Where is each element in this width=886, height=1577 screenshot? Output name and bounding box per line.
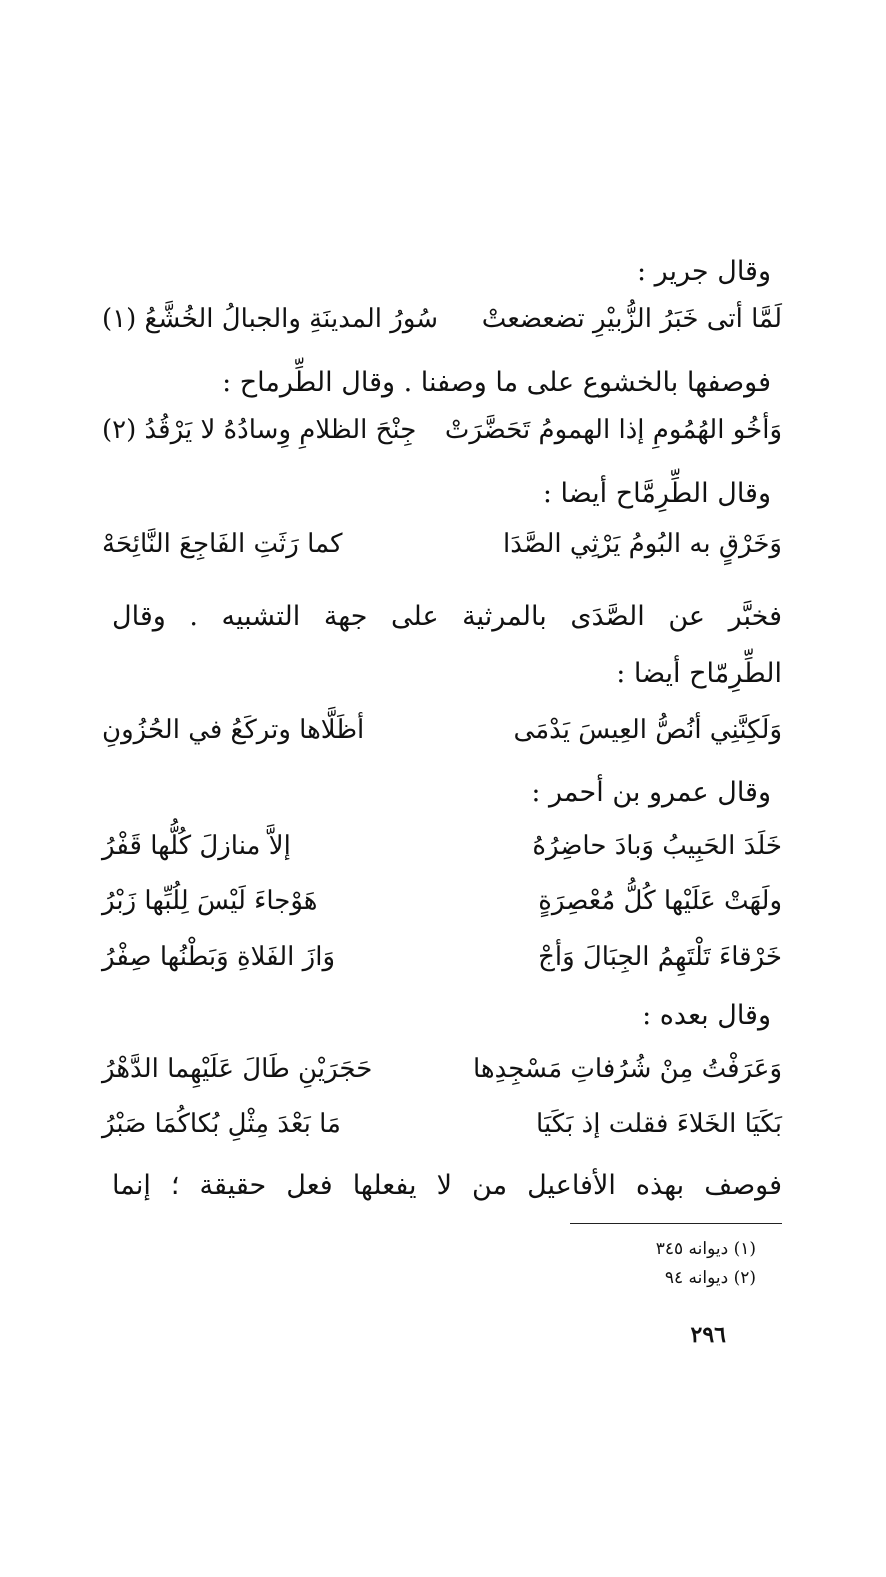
verse-first-hemistich: بَكَيَا الخَلاءَ فقلت إذ بَكَيَا [536,1109,782,1139]
footnote: (٢) ديوانه ٩٤ [664,1268,756,1288]
verse-second-hemistich: سُورُ المدينَةِ والجبالُ الخُشَّعُ (١) [102,304,439,334]
verse-line [102,881,782,921]
verse-first-hemistich: وَلَكِنَّنِي أنُصُّ العِيسَ يَدْمَى [513,715,782,745]
verse-second-hemistich: أظَلَّاها وتركَعُ في الحُزُونِ [102,715,365,745]
verse-line [102,1049,782,1089]
verse-line [102,710,782,750]
verse-second-hemistich: وَازَ الفَلاةِ وَبَطْنُها صِفْرُ [102,942,336,972]
verse-first-hemistich: وَخَرْقٍ به البُومُ يَرْثِي الصَّدَا [503,529,782,559]
verse-second-hemistich: إلاَّ منازلَ كُلُّها قَفْرُ [102,831,291,861]
verse-first-hemistich: ولَهَتْ عَلَيْها كُلُّ مُعْصِرَةٍ [538,886,782,916]
footnote: (١) ديوانه ٣٤٥ [655,1239,756,1259]
prose-line: وقال الطِّرِمَّاح أيضا : [542,478,771,509]
verse-second-hemistich: كما رَثَتِ الفَاجِعَ النَّائِحَهْ [102,529,343,559]
verse-first-hemistich: لَمَّا أتى خَبَرُ الزُّبيْرِ تضعضعتْ [481,304,782,334]
prose-line: فخبَّر عن الصَّدَى بالمرثية على جهة التشبيه . وقال [112,601,782,632]
verse-first-hemistich: خَلَدَ الحَبِيبُ وَبادَ حاضِرُهُ [532,831,782,861]
prose-line: وقال بعده : [642,1000,771,1031]
footnote-divider [570,1223,782,1224]
verse-line [102,299,782,339]
prose-line: الطِّرِمّاح أيضا : [616,658,782,689]
verse-line [102,937,782,977]
verse-first-hemistich: خَرْقاءَ تَلْتَهِمُ الجِبَالَ وَأجْ [538,942,782,972]
verse-line [102,1104,782,1144]
prose-line: وقال جرير : [636,256,771,287]
page-number: ٢٩٦ [690,1322,726,1348]
verse-second-hemistich: جِنْحَ الظلامِ وِسادُهُ لا يَرْقُدُ (٢) [102,415,417,445]
verse-line [102,826,782,866]
verse-second-hemistich: حَجَرَيْنِ طَالَ عَلَيْهِما الدَّهْرُ [102,1054,373,1084]
verse-line [102,524,782,564]
verse-second-hemistich: هَوْجاءَ لَيْسَ لِلُبِّها زَبْرُ [102,886,318,916]
prose-line: فوصف بهذه الأفاعيل من لا يفعلها فعل حقيقة ؛ إنما [112,1170,782,1201]
verse-second-hemistich: مَا بَعْدَ مِثْلِ بُكاكُمَا صَبْرُ [102,1109,341,1139]
verse-first-hemistich: وَأخُو الهُمُومِ إذا الهمومُ تَحَضَّرَتْ [444,415,782,445]
prose-line: فوصفها بالخشوع على ما وصفنا . وقال الطِّرماح : [222,367,771,398]
prose-line: وقال عمرو بن أحمر : [531,777,771,808]
verse-line [102,410,782,450]
verse-first-hemistich: وَعَرَفْتُ مِنْ شُرُفاتِ مَسْجِدِها [472,1054,782,1084]
